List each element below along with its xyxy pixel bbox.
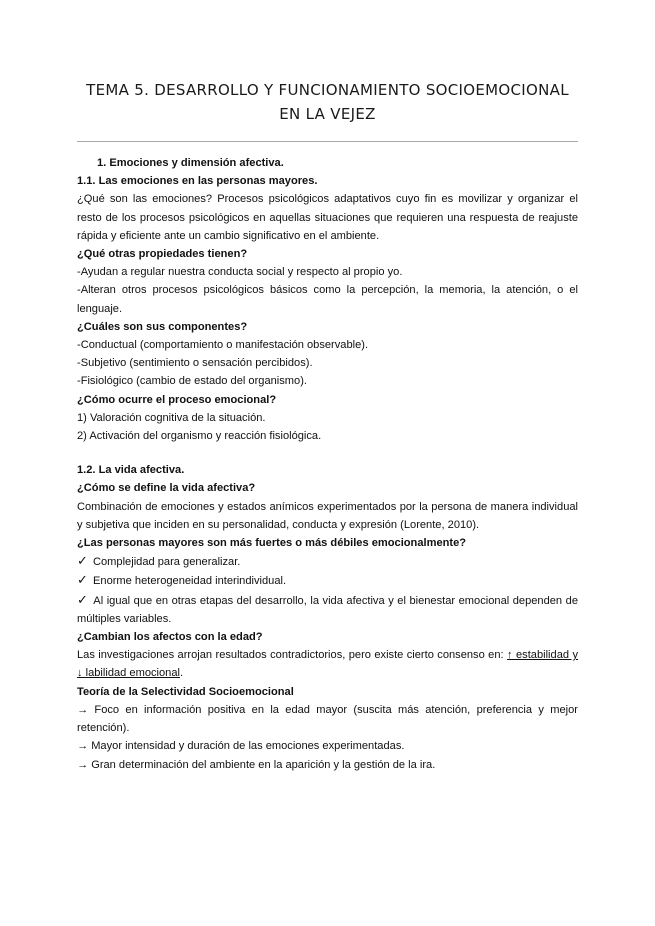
paragraph xyxy=(77,190,578,245)
theory-heading: Teoría de la Selectividad Socioemocional xyxy=(77,685,294,698)
check-item: ✓ Al igual que en otras etapas del desarrollo, la vida afectiva y el bienestar emocional dependen de múltiples variables. xyxy=(77,591,578,625)
list-item: 1) Valoración cognitiva de la situación. xyxy=(77,411,266,424)
answer-text: Procesos psicológicos adaptativos cuyo fin es movilizar y organizar el resto de los procesos psicológicos en aquellas situaciones que requieren una respuesta de reajuste rápida y eficiente ante un cambio significativo en el ambiente. xyxy=(77,193,578,242)
subsection-heading: 1.1. Las emociones en las personas mayores. xyxy=(77,175,318,188)
question-heading: ¿Cómo se define la vida afectiva? xyxy=(77,482,256,495)
title-line-2: EN LA VEJEZ xyxy=(279,105,376,123)
arrow-item: → Foco en información positiva en la edad mayor (suscita más atención, preferencia y mejor retención). xyxy=(77,703,578,735)
question-heading: ¿Cambian los afectos con la edad? xyxy=(77,631,263,644)
title-divider xyxy=(77,141,578,142)
list-item: 2) Activación del organismo y reacción fisiológica. xyxy=(77,430,322,443)
list-item: -Alteran otros procesos psicológicos básicos como la percepción, la memoria, la atención, o el lenguaje. xyxy=(77,284,578,315)
question-heading: ¿Qué otras propiedades tienen? xyxy=(77,248,248,261)
checkmark-icon: ✓ xyxy=(77,553,88,569)
arrow-right-icon: → xyxy=(77,758,89,771)
list-item: -Subjetivo (sentimiento o sensación percibidos). xyxy=(77,357,313,370)
page-title xyxy=(77,78,578,126)
arrow-right-icon: → xyxy=(77,740,89,753)
title-line-1: TEMA 5. DESARROLLO Y FUNCIONAMIENTO SOCIOEMOCIONAL xyxy=(86,81,569,99)
question-heading: ¿Cómo ocurre el proceso emocional? xyxy=(77,393,277,406)
spacer xyxy=(77,445,578,461)
paragraph: Combinación de emociones y estados anímicos experimentados por la persona de manera individual y subjetiva que inciden en su personalidad, conducta y expresión (Lorente, 2010). xyxy=(77,500,578,531)
section-heading: 1. Emociones y dimensión afectiva. xyxy=(97,157,284,169)
question-heading: ¿Las personas mayores son más fuertes o más débiles emocionalmente? xyxy=(77,537,467,550)
checkmark-icon: ✓ xyxy=(77,572,88,588)
document-page xyxy=(0,78,655,926)
check-item: ✓ Enorme heterogeneidad interindividual. xyxy=(77,572,287,588)
check-item: ✓ Complejidad para generalizar. xyxy=(77,553,241,569)
list-item: -Fisiológico (cambio de estado del organismo). xyxy=(77,375,307,388)
document-body xyxy=(77,154,578,774)
subsection-heading: 1.2. La vida afectiva. xyxy=(77,464,185,477)
arrow-item: → Mayor intensidad y duración de las emociones experimentadas. xyxy=(77,740,405,753)
list-item: -Conductual (comportamiento o manifestación observable). xyxy=(77,339,369,352)
question-heading: ¿Cuáles son sus componentes? xyxy=(77,320,248,333)
arrow-item: → Gran determinación del ambiente en la aparición y la gestión de la ira. xyxy=(77,758,436,771)
arrow-right-icon: → xyxy=(77,703,89,716)
list-item: -Ayudan a regular nuestra conducta social y respecto al propio yo. xyxy=(77,266,403,279)
checkmark-icon: ✓ xyxy=(77,591,89,607)
paragraph: Las investigaciones arrojan resultados contradictorios, pero existe cierto consenso en: ↑ estabilidad y ↓ labilidad emocional. xyxy=(77,649,578,680)
question-inline: ¿Qué son las emociones? xyxy=(77,193,213,206)
underlined-text: ↑ estabilidad y ↓ labilidad emocional xyxy=(77,649,578,680)
